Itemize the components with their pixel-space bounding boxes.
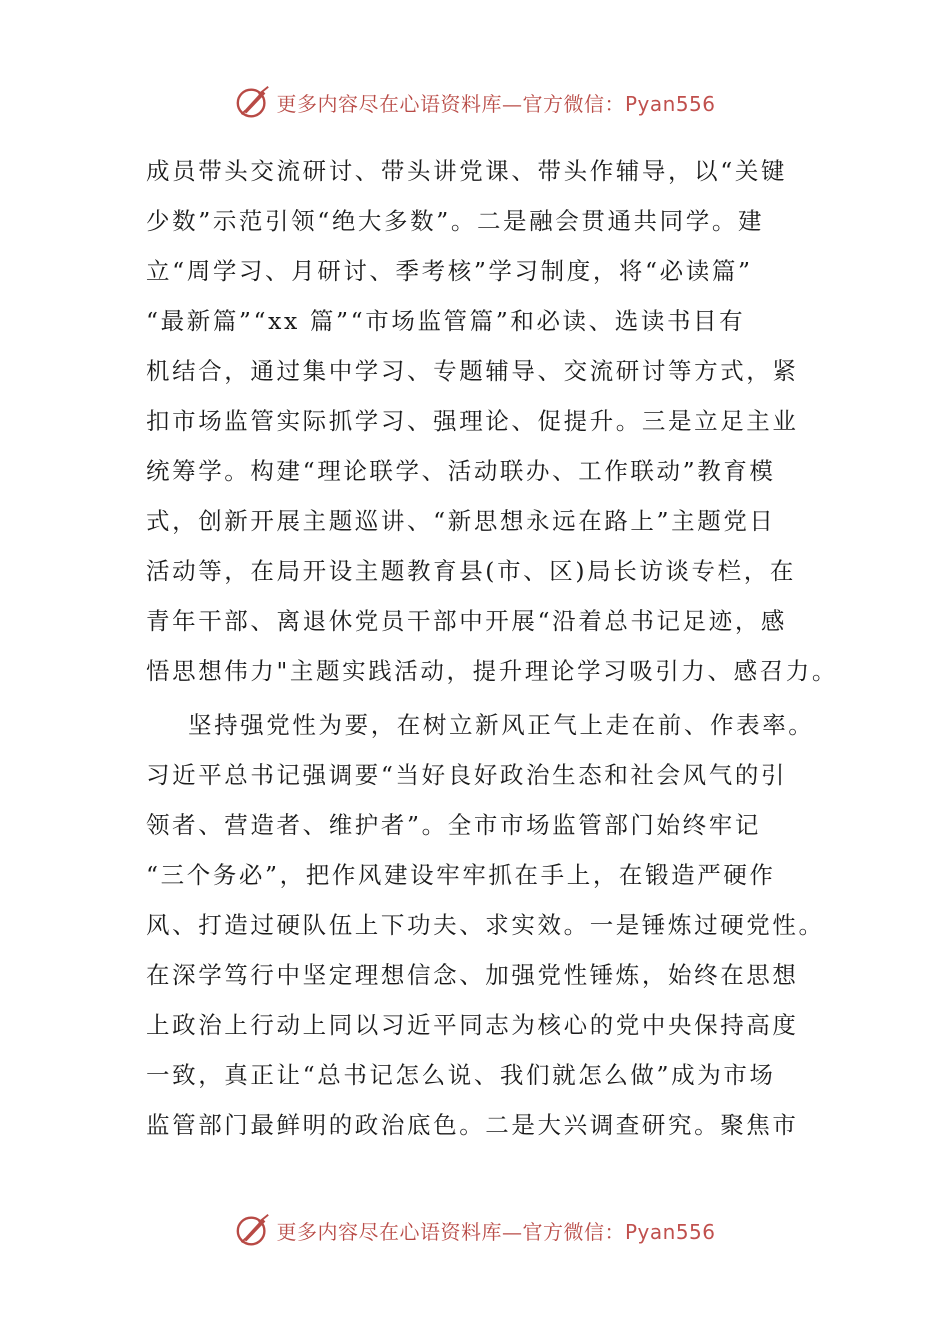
paragraph-1 [146, 146, 839, 696]
paragraph-2 [146, 700, 826, 1150]
text-line: 立“周学习、月研讨、季考核”学习制度，将“必读篇” [146, 257, 753, 285]
footer-banner [0, 1210, 950, 1250]
text-line: 扣市场监管实际抓学习、强理论、促提升。三是立足主业 [146, 407, 799, 435]
header-banner-text: 更多内容尽在心语资料库—官方微信：Pyan556 [276, 91, 716, 116]
text-line: 领者、营造者、维护者”。全市市场监管部门始终牢记 [146, 811, 761, 839]
text-line: 一致，真正让“总书记怎么说、我们就怎么做”成为市场 [146, 1061, 776, 1089]
text-line: 统筹学。构建“理论联学、活动联办、工作联动”教育模 [146, 457, 776, 485]
footer-banner-text: 更多内容尽在心语资料库—官方微信：Pyan556 [276, 1219, 716, 1244]
header-wechat-id: Pyan556 [624, 91, 716, 116]
text-line: 青年干部、离退休党员干部中开展“沿着总书记足迹，感 [146, 607, 788, 635]
quill-pen-icon [234, 83, 272, 121]
text-line: 上政治上行动上同以习近平同志为核心的党中央保持高度 [146, 1011, 799, 1039]
header-banner [0, 82, 950, 122]
text-line: 监管部门最鲜明的政治底色。二是大兴调查研究。聚焦市 [146, 1111, 799, 1139]
text-line: 机结合，通过集中学习、专题辅导、交流研讨等方式，紧 [146, 357, 799, 385]
text-line: 式，创新开展主题巡讲、“新思想永远在路上”主题党日 [146, 507, 776, 535]
text-line: 成员带头交流研讨、带头讲党课、带头作辅导，以“关键 [146, 157, 788, 185]
footer-wechat-id: Pyan556 [624, 1219, 716, 1244]
text-line: 习近平总书记强调要“当好良好政治生态和社会风气的引 [146, 761, 788, 789]
text-line: “三个务必”，把作风建设牢牢抓在手上，在锻造严硬作 [146, 861, 776, 889]
text-line: 风、打造过硬队伍上下功夫、求实效。一是锤炼过硬党性。 [146, 911, 825, 939]
text-line: 坚持强党性为要，在树立新风正气上走在前、作表率。 [188, 711, 815, 739]
text-line: 活动等，在局开设主题教育县(市、区)局长访谈专栏，在 [146, 557, 796, 585]
text-line: 少数”示范引领“绝大多数”。二是融会贯通共同学。建 [146, 207, 765, 235]
text-line: 悟思想伟力"主题实践活动，提升理论学习吸引力、感召力。 [146, 657, 839, 685]
text-line: “最新篇”“xx 篇”“市场监管篇”和必读、选读书目有 [146, 307, 746, 335]
document-body [146, 146, 839, 1150]
text-line: 在深学笃行中坚定理想信念、加强党性锤炼，始终在思想 [146, 961, 799, 989]
quill-pen-icon [234, 1211, 272, 1249]
